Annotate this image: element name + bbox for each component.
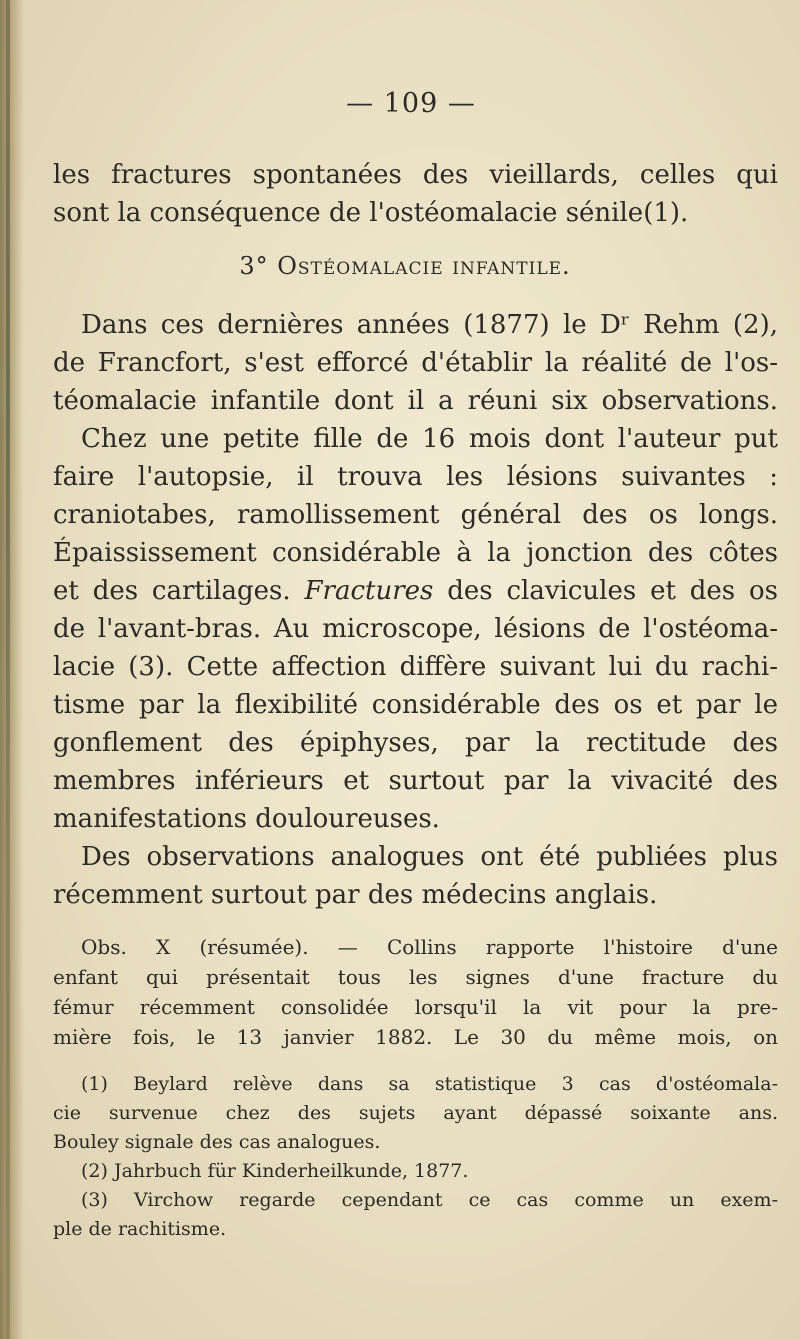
paragraph-line: Dans ces dernières années (1877) le Dʳ Rehm (2), [81, 310, 778, 340]
paragraph-line: Chez une petite fille de 16 mois dont l'auteur put [81, 424, 778, 454]
observation-line: enfant qui présentait tous les signes d'une fracture du [53, 965, 778, 989]
observation-line: mière fois, le 13 janvier 1882. Le 30 du même mois, on [53, 1025, 778, 1049]
footnote-line: Bouley signale des cas analogues. [53, 1131, 381, 1153]
paragraph-line [53, 574, 778, 608]
paragraph-line: craniotabes, ramollissement général des os longs. [53, 500, 778, 530]
footnote-line: ple de rachitisme. [53, 1218, 227, 1240]
paragraph-line: lacie (3). Cette affection diffère suivant lui du rachi- [53, 652, 778, 682]
paragraph-line: membres inférieurs et surtout par la vivacité des [53, 766, 778, 796]
paragraph-line: tisme par la flexibilité considérable des os et par le [53, 690, 778, 720]
footnote-line: (1) Beylard relève dans sa statistique 3 cas d'ostéomala- [81, 1073, 778, 1095]
paragraph-line: manifestations douloureuses. [53, 804, 440, 834]
intro-line: sont la conséquence de l'ostéomalacie sénile(1). [53, 198, 689, 228]
section-heading: 3° Ostéomalacie infantile. [239, 252, 571, 280]
page-binding-edge [6, 0, 10, 1339]
paragraph-line: gonflement des épiphyses, par la rectitude des [53, 728, 778, 758]
footnote-line: cie survenue chez des sujets ayant dépassé soixante ans. [53, 1102, 778, 1124]
text-segment: et des cartilages. [53, 576, 305, 606]
intro-line: les fractures spontanées des vieillards, celles qui [53, 160, 778, 190]
page-number: — 109 — [346, 88, 476, 119]
paragraph-line: téomalacie infantile dont il a réuni six observations. [53, 386, 778, 416]
observation-line: Obs. X (résumée). — Collins rapporte l'histoire d'une [81, 935, 778, 959]
paragraph-line: de Francfort, s'est efforcé d'établir la réalité de l'os- [53, 348, 778, 378]
paragraph-line: faire l'autopsie, il trouva les lésions suivantes : [53, 462, 778, 492]
footnote-line: (2) Jahrbuch für Kinderheilkunde, 1877. [81, 1160, 469, 1182]
paragraph-line: Épaississement considérable à la jonction des côtes [53, 538, 778, 568]
paragraph-line: de l'avant-bras. Au microscope, lésions de l'ostéoma- [53, 614, 778, 644]
observation-line: fémur récemment consolidée lorsqu'il la vit pour la pre- [53, 995, 778, 1019]
paragraph-line: Des observations analogues ont été publiées plus [81, 842, 778, 872]
paragraph-line: récemment surtout par des médecins anglais. [53, 880, 658, 910]
page-binding-shadow [0, 0, 24, 1339]
text-segment: des clavicules et des os [433, 576, 778, 606]
footnote-line: (3) Virchow regarde cependant ce cas comme un exem- [81, 1189, 778, 1211]
emphasized-text: Fractures [304, 576, 434, 606]
